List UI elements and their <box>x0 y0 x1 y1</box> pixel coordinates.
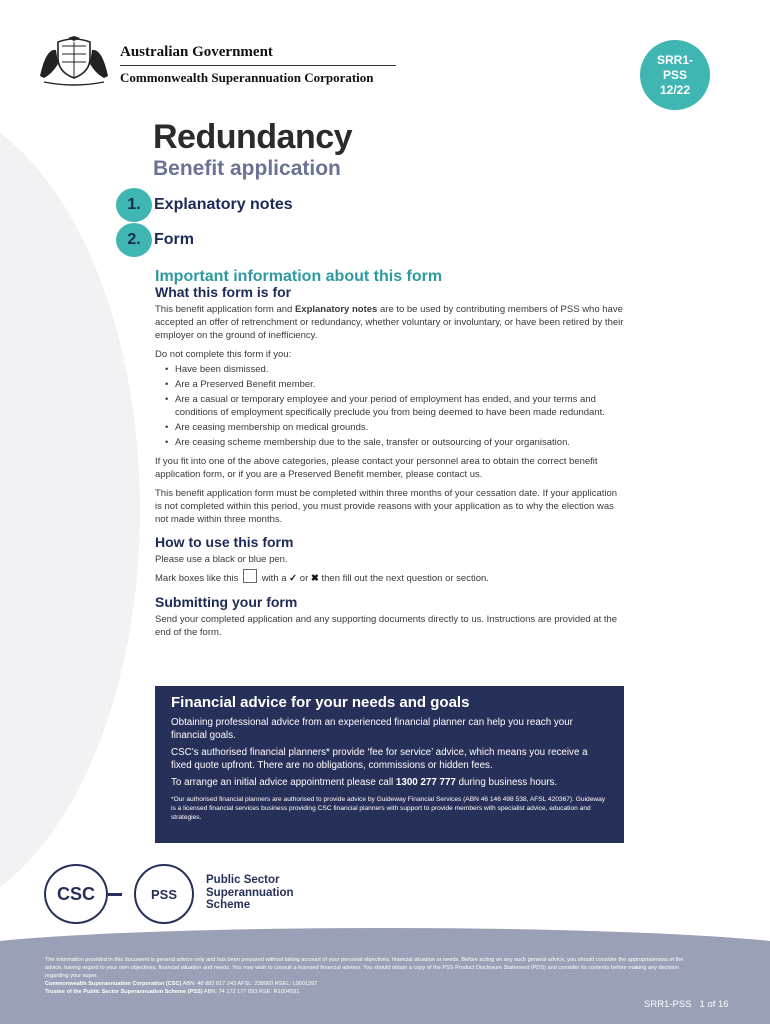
government-name: Australian Government <box>120 44 273 60</box>
header-rule <box>120 65 396 66</box>
advice-paragraph-1: Obtaining professional advice from an experienced financial planner can help you reach your financial goals. <box>171 717 573 741</box>
form-code-badge <box>640 40 710 110</box>
advice-paragraph-3: To arrange an initial advice appointment please call 1300 277 777 during business hours. <box>171 777 558 788</box>
badge-line-3: 12/22 <box>659 82 691 97</box>
what-heading: What this form is for <box>155 284 292 300</box>
tick-icon: ✓ <box>289 573 298 584</box>
important-information-section <box>155 270 625 645</box>
badge-line-2: PSS <box>662 67 687 82</box>
step-number: 2. <box>116 223 152 257</box>
footer-disclaimer: The information provided in this document is general advice only and has been prepared without taking account of your personal objectives, financial situation or needs. Before acting on any such general advice, you should consider the appropriateness of the advice, having regard to your own objectives, financial situation and needs. You may wish to consult a licensed financial advisor. You should obtain a copy of the PSS Product Disclosure Statement (PDS) and consider its contents before making any decision regarding your super. Commonwealth Superannuation Corporation (CSC) ABN: 48 882 817 243 AFSL: 238069 RSEL: L0001397 Trustee of the Public Sector Superannuation Scheme (PSS) ABN: 74 172 177 893 RSE: R1004591 <box>45 957 684 995</box>
page-subtitle: Benefit application <box>153 157 341 180</box>
scheme-logos <box>44 864 364 924</box>
advice-heading: Financial advice for your needs and goals <box>171 694 470 711</box>
fit-paragraph: If you fit into one of the above categories, please contact your personnel area to obtain the correct benefit application form, or if you are a Preserved Benefit member, please contact us. <box>155 456 598 480</box>
financial-advice-box <box>155 686 624 843</box>
pen-instruction: Please use a black or blue pen. <box>155 554 288 565</box>
three-months-paragraph: This benefit application form must be completed within three months of your cessation date. If your application is not completed within this period, you must provide reasons with your application as to why the election was not made within three months. <box>155 488 618 525</box>
pss-full-name: Public Sector Superannuation Scheme <box>206 874 294 911</box>
mark-instruction: Mark boxes like this with a ✓ or ✖ then fill out the next question or section. <box>155 569 625 585</box>
list-item: • Are ceasing membership on medical grounds. <box>165 421 625 434</box>
step-form[interactable] <box>116 223 194 257</box>
advice-phone-number[interactable]: 1300 277 777 <box>395 777 456 788</box>
list-item: • Are a Preserved Benefit member. <box>165 378 625 391</box>
page-number: SRR1-PSS 1 of 16 <box>644 999 729 1010</box>
cross-icon: ✖ <box>310 573 319 584</box>
list-item: • Are a casual or temporary employee and your period of employment has ended, and your terms and conditions of employment specifically preclude you from being deemed to have been made redundant. <box>165 393 625 419</box>
header <box>36 36 416 96</box>
advice-paragraph-2: CSC’s authorised financial planners* provide ‘fee for service’ advice, which means you receive a fixed quote upfront. There are no obligations, commissions or hidden fees. <box>171 747 588 771</box>
list-item: • Have been dismissed. <box>165 363 625 376</box>
page-title: Redundancy <box>153 118 353 156</box>
important-heading: Important information about this form <box>155 268 443 285</box>
example-checkbox-icon <box>243 569 257 583</box>
pss-logo: PSS <box>134 864 194 924</box>
advice-fine-print: *Our authorised financial planners are authorised to provide advice by Guideway Financial Services (ABN 46 146 498 538, AFSL 420367). Guideway is a licensed financial services business providing CSC financial planners with support to provide members with specialist advice, education and strategies. <box>171 795 606 821</box>
coat-of-arms-icon <box>36 36 112 86</box>
submit-paragraph: Send your completed application and any supporting documents directly to us. Instructions are provided at the end of the form. <box>155 614 618 638</box>
step-label: Explanatory notes <box>154 196 293 213</box>
agency-name: Commonwealth Superannuation Corporation <box>120 70 374 85</box>
logo-dash <box>108 893 122 896</box>
what-paragraph: This benefit application form and Explanatory notes are to be used by contributing members of PSS who have accepted an offer of retrenchment or redundancy, whether voluntary or involuntary, or have been retired by their employer on the ground of inefficiency. <box>155 304 624 341</box>
csc-logo: CSC <box>44 864 108 924</box>
step-number: 1. <box>116 188 152 222</box>
badge-line-1: SRR1- <box>656 52 693 67</box>
do-not-complete: Do not complete this form if you: <box>155 349 292 360</box>
step-explanatory-notes[interactable] <box>116 188 293 222</box>
footer <box>0 928 770 1024</box>
list-item: • Are ceasing scheme membership due to the sale, transfer or outsourcing of your organisation. <box>165 436 625 449</box>
step-label: Form <box>154 231 194 248</box>
submit-heading: Submitting your form <box>155 594 298 610</box>
how-heading: How to use this form <box>155 534 294 550</box>
exclusion-list <box>155 363 625 449</box>
